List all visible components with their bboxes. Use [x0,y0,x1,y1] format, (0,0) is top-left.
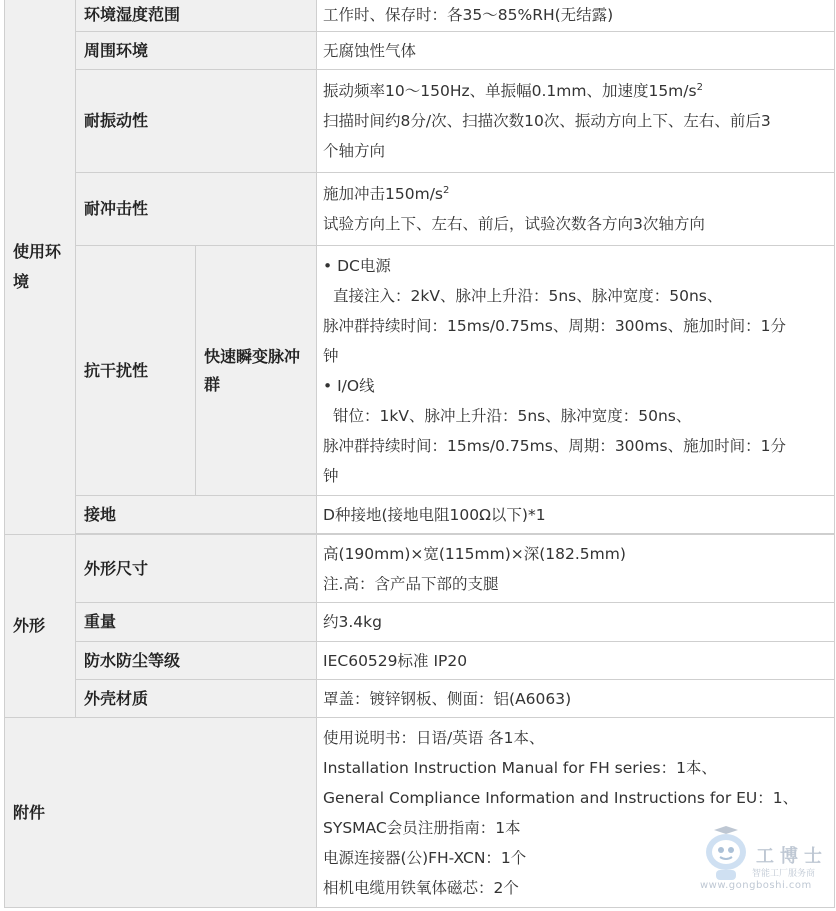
vibration-line-1: 振动频率10～150Hz、单振幅0.1mm、加速度$15m/s^2$ [323,81,703,100]
value-material: 罩盖：镀锌钢板、侧面：铝(A6063) [317,680,835,718]
row-dimensions [5,535,835,603]
row-noise [5,246,835,496]
row-ambient [5,32,835,70]
label-noise-burst: 快速瞬变脉冲群 [196,246,317,496]
accessory-item: General Compliance Information and Instructions for EU：1、 [323,788,799,807]
dimensions-line-1: 高(190mm)×宽(115mm)×深(182.5mm) [323,544,626,563]
row-ground [5,496,835,534]
watermark-subtitle: 智能工厂服务商 [752,869,816,879]
row-vibration [5,70,835,173]
value-dimensions [317,535,835,603]
noise-line: • I/O线 [323,376,375,395]
group-label-env: 使用环境 [5,0,76,535]
value-vibration [317,70,835,173]
watermark-logo [700,822,830,904]
row-protection [5,642,835,680]
accessory-item: 相机电缆用铁氧体磁芯：2个 [323,878,519,897]
group-label-accessories: 附件 [5,718,317,908]
row-humidity [5,0,835,32]
label-humidity: 环境湿度范围 [76,0,317,32]
label-ambient: 周围环境 [76,32,317,70]
value-humidity: 工作时、保存时：各35～85%RH(无结露) [317,0,835,32]
spec-table [4,0,835,908]
label-weight: 重量 [76,603,317,642]
vibration-line-2: 扫描时间约8分/次、扫描次数10次、振动方向上下、左右、前后3 [323,112,771,130]
vibration-line-3: 个轴方向 [323,142,386,160]
value-weight: 约3.4kg [317,603,835,642]
value-noise [317,246,835,496]
noise-line: 脉冲群持续时间：15ms/0.75ms、周期：300ms、施加时间：1分 [323,316,786,335]
watermark-url: www.gongboshi.com [700,880,812,891]
row-weight [5,603,835,642]
accessory-item: 电源连接器(公)FH-XCN：1个 [323,848,527,867]
value-ground: D种接地(接地电阻100Ω以下)*1 [317,496,835,534]
group-label-appearance: 外形 [5,535,76,718]
label-vibration: 耐振动性 [76,70,317,173]
robot-mascot-icon [700,826,756,886]
label-dimensions: 外形尺寸 [76,535,317,603]
value-ambient: 无腐蚀性气体 [317,32,835,70]
label-ground: 接地 [76,496,317,534]
noise-line: 直接注入：2kV、脉冲上升沿：5ns、脉冲宽度：50ns、 [333,286,723,305]
noise-line: 钟 [323,346,339,365]
row-shock [5,173,835,246]
accessory-item: Installation Instruction Manual for FH series：1本、 [323,758,717,777]
accessory-item: 使用说明书：日语/英语 各1本、 [323,728,545,747]
label-shock: 耐冲击性 [76,173,317,246]
watermark-brand: 工博士 [756,846,828,867]
dimensions-line-2: 注.高：含产品下部的支腿 [323,574,499,593]
label-noise: 抗干扰性 [76,246,196,496]
noise-line: 钳位：1kV、脉冲上升沿：5ns、脉冲宽度：50ns、 [333,406,692,425]
shock-line-2: 试验方向上下、左右、前后，试验次数各方向3次轴方向 [323,215,705,233]
noise-line: 脉冲群持续时间：15ms/0.75ms、周期：300ms、施加时间：1分 [323,436,786,455]
value-protection: IEC60529标准 IP20 [317,642,835,680]
shock-line-1: 施加冲击$150m/s^2$ [323,184,450,203]
value-shock [317,173,835,246]
noise-line: 钟 [323,466,339,485]
row-material [5,680,835,718]
label-protection: 防水防尘等级 [76,642,317,680]
label-material: 外壳材质 [76,680,317,718]
noise-line: • DC电源 [323,256,391,275]
accessory-item: SYSMAC会员注册指南：1本 [323,818,521,837]
